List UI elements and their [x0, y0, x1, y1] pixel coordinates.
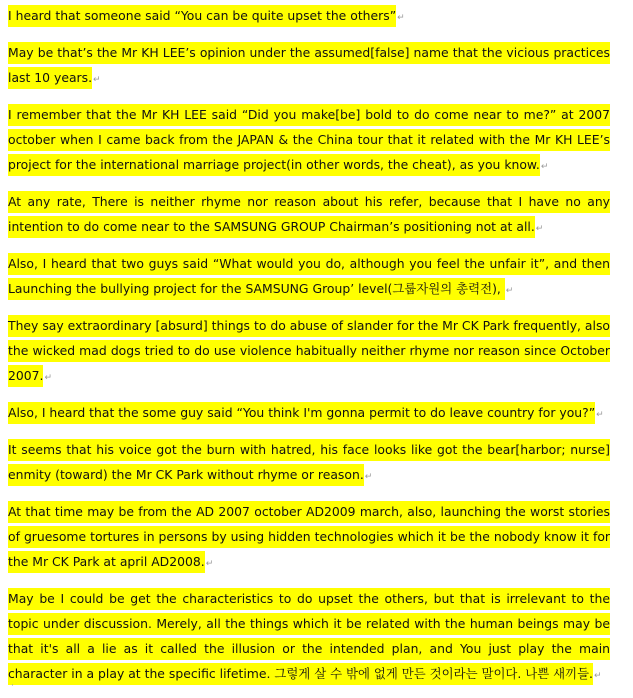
paragraph-text: May be that’s the Mr KH LEE’s opinion under the assumed[false] name that the vicious practices last 10 years.	[8, 42, 610, 89]
paragraph-7[interactable]	[8, 400, 610, 428]
paragraph-text: At any rate, There is neither rhyme nor reason about his refer, because that I have no any intention to do come near to the SAMSUNG GROUP Chairman’s positioning not at all.	[8, 191, 610, 238]
paragraph-10[interactable]	[8, 586, 610, 689]
paragraph-9[interactable]	[8, 499, 610, 577]
paragraph-text: It seems that his voice got the burn with hatred, his face looks like got the bear[harbor; nurse] enmity (toward) the Mr CK Park without rhyme or reason.	[8, 439, 610, 486]
paragraph-8[interactable]	[8, 437, 610, 490]
document-body	[8, 3, 610, 698]
paragraph-mark-icon: ↵	[364, 472, 373, 482]
paragraph-mark-icon: ↵	[535, 224, 544, 234]
paragraph-text: I heard that someone said “You can be quite upset the others”	[8, 5, 396, 27]
paragraph-6[interactable]	[8, 313, 610, 391]
trailing-mark: ·	[11, 681, 14, 691]
paragraph-mark-icon: ↵	[44, 373, 53, 383]
paragraph-text: May be I could be get the characteristics to do upset the others, but that is irrelevant to the topic under discussion. Merely, all the things which it be related with the human beings may be that it's all a lie as it called the illusion or the intended plan, and You just play the main character in a play at the specific lifetime. 그렇게 살 수 밖에 없게 만든 것이라는 말이다. 나쁜 새끼들.	[8, 588, 610, 685]
paragraph-3[interactable]	[8, 102, 610, 180]
paragraph-4[interactable]	[8, 189, 610, 242]
paragraph-text: At that time may be from the AD 2007 october AD2009 march, also, launching the worst stories of gruesome tortures in persons by using hidden technologies which it be the nobody know it for the Mr CK Park at april AD2008.	[8, 501, 610, 573]
paragraph-1[interactable]	[8, 3, 610, 31]
paragraph-mark-icon: ↵	[596, 410, 604, 420]
paragraph-text: Also, I heard that the some guy said “You think I'm gonna permit to do leave country for you?”	[8, 402, 595, 424]
paragraph-mark-icon: ↵	[205, 559, 214, 569]
paragraph-text: I remember that the Mr KH LEE said “Did you make[be] bold to do come near to me?” at 2007 october when I came back from the JAPAN & the China tour that it related with the Mr KH LEE’s project for the international marriage project(in other words, the cheat), as you know.	[8, 104, 610, 176]
paragraph-text: Also, I heard that two guys said “What would you do, although you feel the unfair it”, and then Launching the bullying project for the SAMSUNG Group’ level(그룹자원의 총력전),	[8, 253, 610, 300]
paragraph-mark-icon: ↵	[397, 13, 405, 23]
paragraph-mark-icon: ↵	[540, 162, 549, 172]
paragraph-text: They say extraordinary [absurd] things to do abuse of slander for the Mr CK Park frequently, also the wicked mad dogs tried to do use violence habitually neither rhyme nor reason since October 2007.	[8, 315, 610, 387]
paragraph-mark-icon: ↵	[93, 75, 101, 85]
paragraph-2[interactable]	[8, 40, 610, 93]
paragraph-mark-icon: ↵	[505, 286, 514, 296]
paragraph-5[interactable]	[8, 251, 610, 304]
paragraph-mark-icon: ↵	[594, 671, 602, 681]
